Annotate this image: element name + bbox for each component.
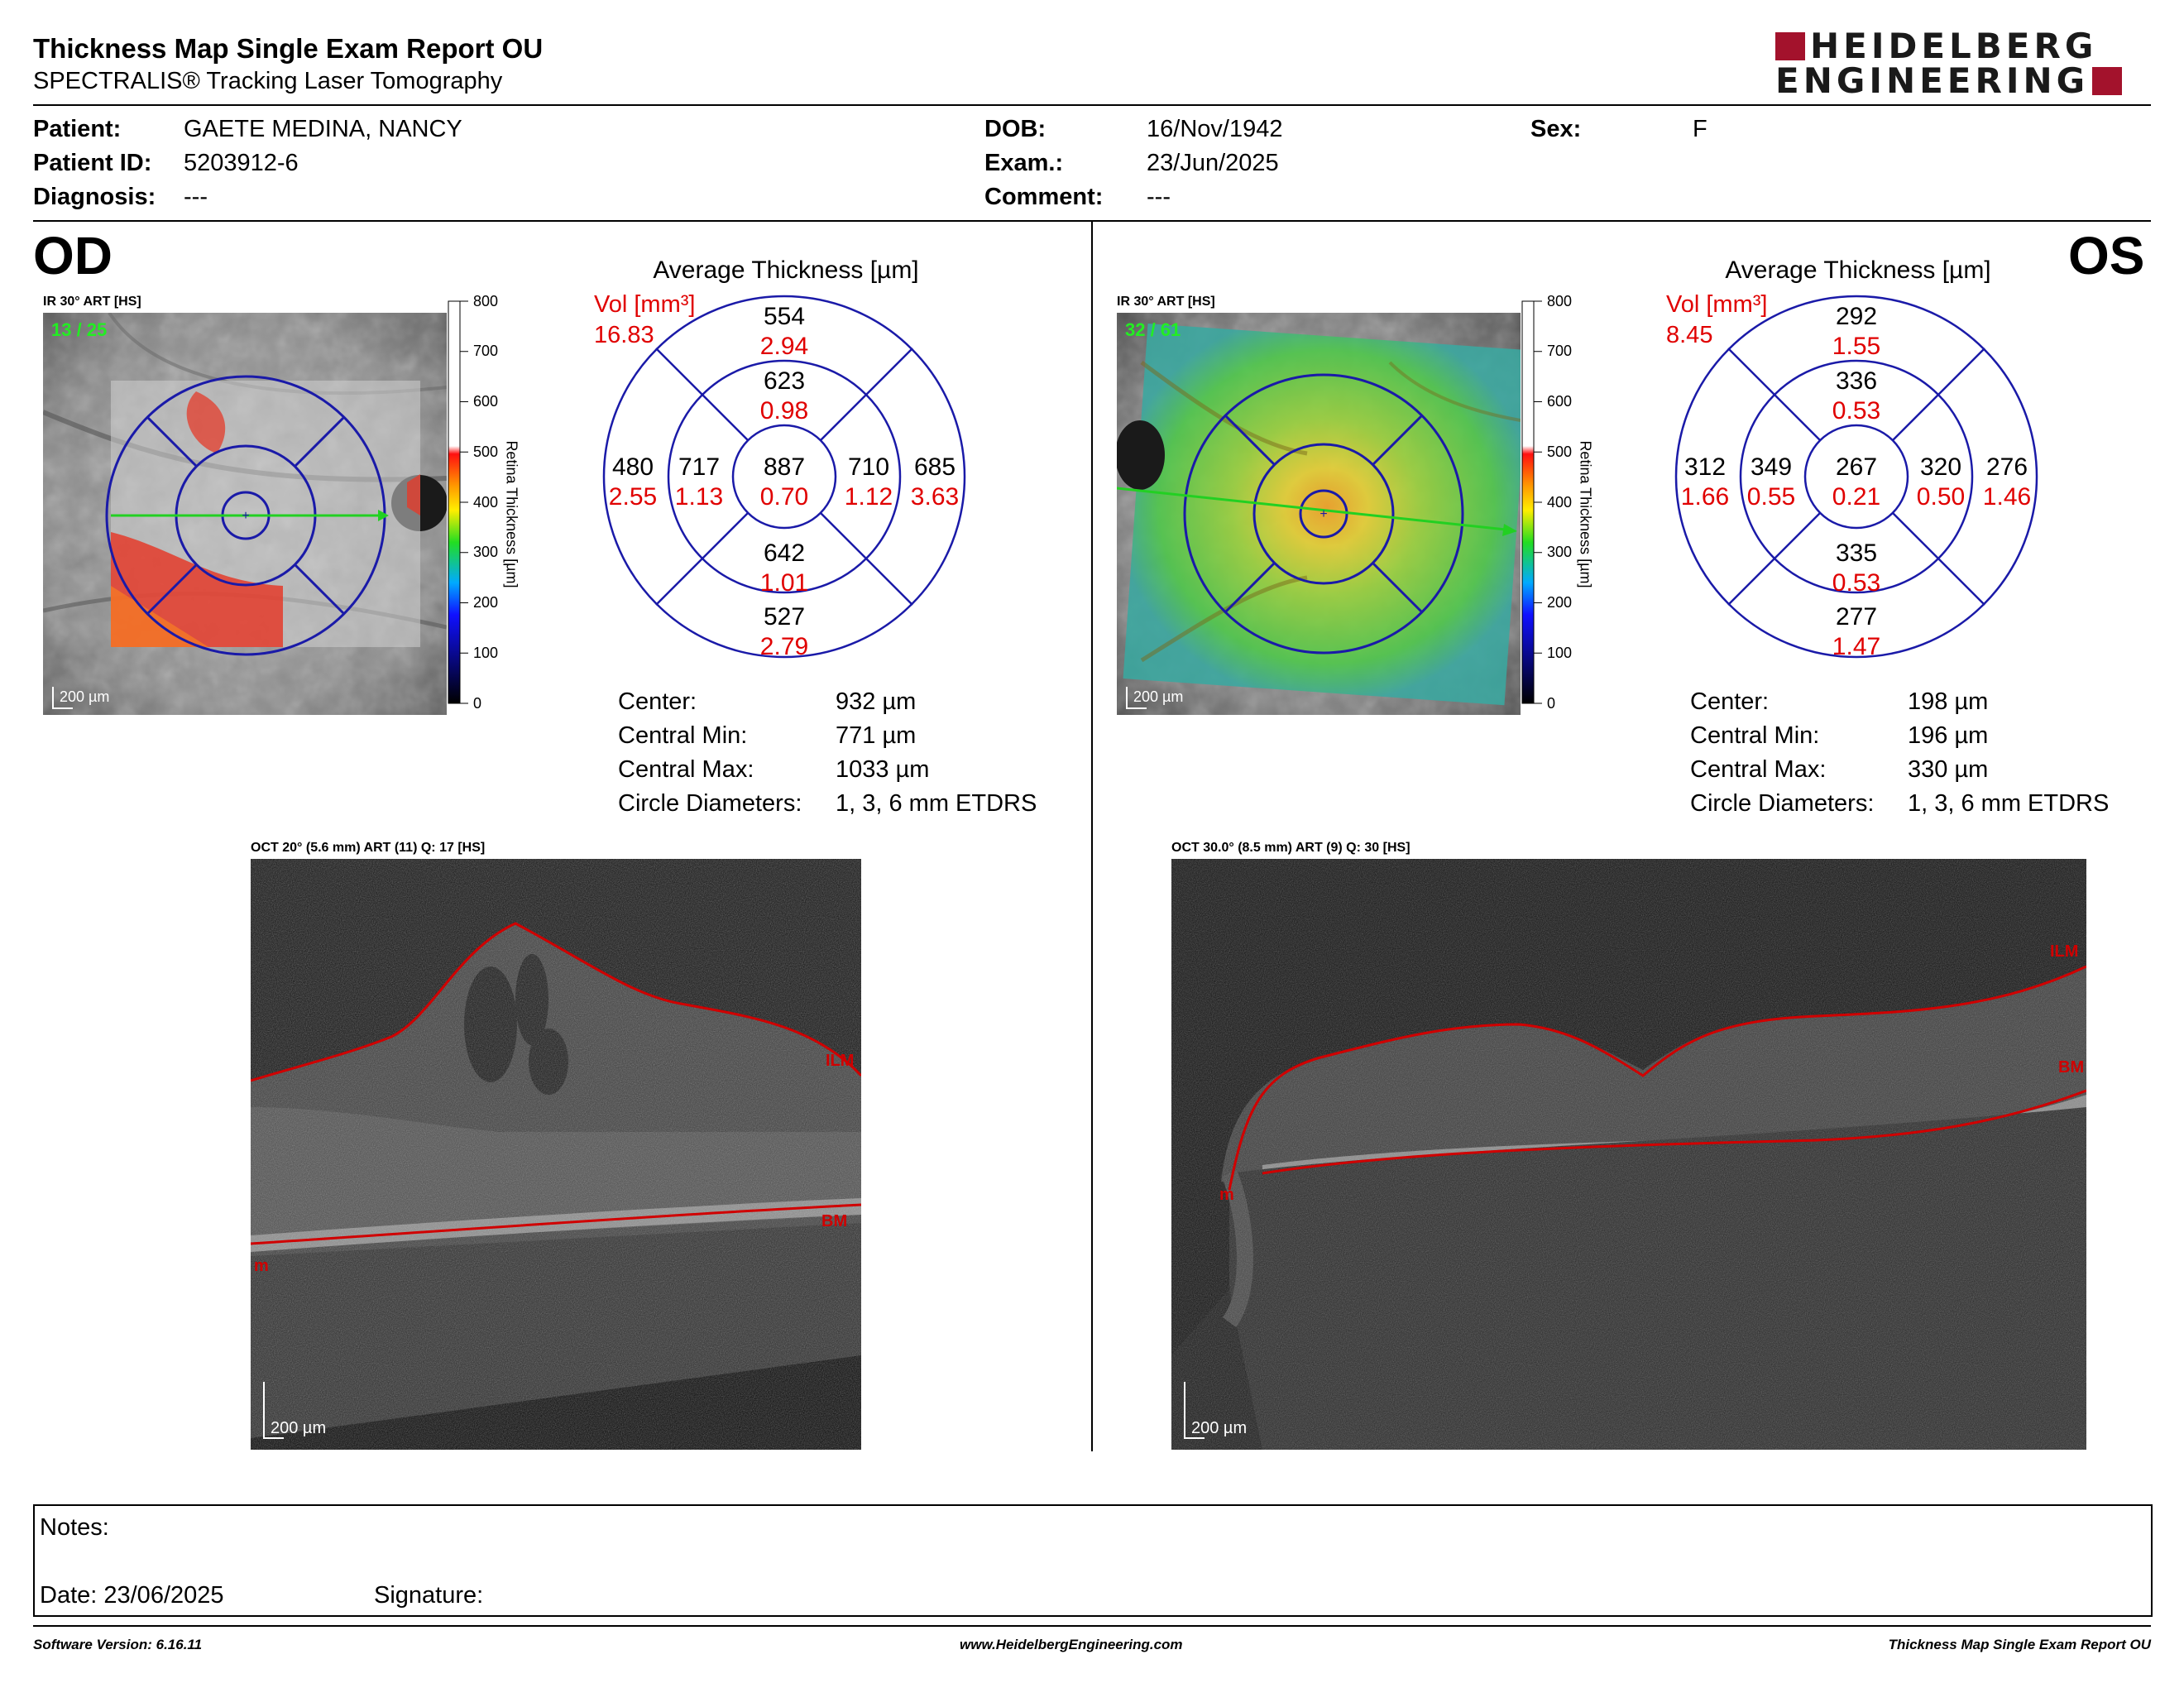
os-eye-label: OS xyxy=(2068,226,2145,285)
os-oct-bscan-image xyxy=(1171,859,2086,1450)
od-vol-label: Vol [mm³] xyxy=(594,291,696,318)
od-tick-400: 400 xyxy=(473,494,499,511)
od-sector-inner-inf: 642 1.01 xyxy=(759,539,809,597)
od-tick-200: 200 xyxy=(473,594,499,611)
od-ir-label: IR 30° ART [HS] xyxy=(43,295,141,309)
os-min-value: 196 µm xyxy=(1908,722,1989,749)
od-oct-label: OCT 20° (5.6 mm) ART (11) Q: 17 [HS] xyxy=(251,841,486,855)
od-tick-600: 600 xyxy=(473,393,499,410)
od-sector-inner-sup: 623 0.98 xyxy=(759,367,809,424)
os-ir-label: IR 30° ART [HS] xyxy=(1117,295,1215,309)
os-sector-inner-right: 320 0.50 xyxy=(1916,453,1966,511)
patient-name: GAETE MEDINA, NANCY xyxy=(184,116,462,142)
dob-value: 16/Nov/1942 xyxy=(1147,116,1283,142)
os-max-value: 330 µm xyxy=(1908,756,1989,783)
od-avg-title: Average Thickness [µm] xyxy=(653,257,919,284)
os-tick-700: 700 xyxy=(1547,343,1573,359)
os-circ-value: 1, 3, 6 mm ETDRS xyxy=(1908,790,2110,817)
sex-value: F xyxy=(1693,116,1707,142)
comment-value: --- xyxy=(1147,184,1171,210)
os-sector-inner-left: 349 0.55 xyxy=(1746,453,1796,511)
dob-label: DOB: xyxy=(984,116,1046,142)
os-tick-300: 300 xyxy=(1547,544,1573,560)
os-oct-label: OCT 30.0° (8.5 mm) ART (9) Q: 30 [HS] xyxy=(1171,841,1410,855)
od-oct-m: m xyxy=(254,1257,269,1275)
od-sector-inner-right: 710 1.12 xyxy=(844,453,893,511)
os-oct-ilm: ILM xyxy=(2050,942,2079,961)
os-min-label: Central Min: xyxy=(1690,722,1820,749)
os-tick-0: 0 xyxy=(1547,695,1556,712)
notes-date: Date: 23/06/2025 xyxy=(40,1582,224,1609)
od-sector-outer-inf: 527 2.79 xyxy=(759,603,809,660)
footer-website-link[interactable]: www.HeidelbergEngineering.com xyxy=(960,1637,1183,1652)
od-sector-inner-left: 717 1.13 xyxy=(674,453,724,511)
notes-box xyxy=(33,1504,2153,1617)
os-sector-outer-right: 276 1.46 xyxy=(1982,453,2032,511)
od-center-label: Center: xyxy=(618,688,697,715)
od-sector-outer-right: 685 3.63 xyxy=(910,453,960,511)
od-tick-800: 800 xyxy=(473,293,499,309)
od-colorbar-title: Retina Thickness [µm] xyxy=(503,440,520,588)
exam-value: 23/Jun/2025 xyxy=(1147,150,1279,176)
od-sector-center: 887 0.70 xyxy=(759,453,809,511)
od-tick-700: 700 xyxy=(473,343,499,359)
exam-label: Exam.: xyxy=(984,150,1064,176)
report-title: Thickness Map Single Exam Report OU xyxy=(33,33,544,64)
od-oct-bscan-image xyxy=(251,859,861,1450)
os-max-label: Central Max: xyxy=(1690,756,1827,783)
comment-label: Comment: xyxy=(984,184,1104,210)
od-oct-bm: BM xyxy=(821,1212,848,1230)
os-ir-scale: 200 µm xyxy=(1133,688,1184,705)
od-max-label: Central Max: xyxy=(618,756,754,783)
os-colorbar-title: Retina Thickness [µm] xyxy=(1577,440,1594,588)
os-oct-bm: BM xyxy=(2058,1058,2085,1077)
os-circ-label: Circle Diameters: xyxy=(1690,790,1875,817)
sex-label: Sex: xyxy=(1530,116,1582,142)
patient-id: 5203912-6 xyxy=(184,150,299,176)
os-tick-600: 600 xyxy=(1547,393,1573,410)
od-sector-outer-sup: 554 2.94 xyxy=(759,303,809,360)
od-min-value: 771 µm xyxy=(836,722,917,749)
svg-text:+: + xyxy=(242,509,250,523)
os-sector-inner-inf: 335 0.53 xyxy=(1832,539,1881,597)
od-tick-500: 500 xyxy=(473,444,499,460)
os-oct-m: m xyxy=(1219,1186,1234,1204)
od-tick-100: 100 xyxy=(473,645,499,661)
os-oct-scale: 200 µm xyxy=(1191,1419,1248,1437)
od-vol-total: 16.83 xyxy=(594,322,654,348)
od-circ-value: 1, 3, 6 mm ETDRS xyxy=(836,790,1037,817)
svg-text:+: + xyxy=(1320,507,1328,521)
os-sector-outer-inf: 277 1.47 xyxy=(1832,603,1881,660)
os-center-label: Center: xyxy=(1690,688,1770,715)
od-ir-counter: 13 / 25 xyxy=(51,319,108,340)
od-min-label: Central Min: xyxy=(618,722,748,749)
os-ir-counter: 32 / 61 xyxy=(1125,319,1181,340)
od-tick-300: 300 xyxy=(473,544,499,560)
od-oct-scale: 200 µm xyxy=(271,1419,327,1437)
os-tick-800: 800 xyxy=(1547,293,1573,309)
os-sector-center: 267 0.21 xyxy=(1832,453,1881,511)
os-tick-400: 400 xyxy=(1547,494,1573,511)
od-circ-label: Circle Diameters: xyxy=(618,790,802,817)
os-tick-100: 100 xyxy=(1547,645,1573,661)
notes-signature: Signature: xyxy=(374,1582,484,1609)
report-subtitle: SPECTRALIS® Tracking Laser Tomography xyxy=(33,68,503,94)
os-ir-fundus-image xyxy=(1117,313,1521,715)
od-center-value: 932 µm xyxy=(836,688,917,715)
company-logo: HEIDELBERG ENGINEERING xyxy=(1775,30,2122,98)
os-vol-total: 8.45 xyxy=(1666,322,1713,348)
notes-label: Notes: xyxy=(40,1514,109,1541)
od-sector-outer-left: 480 2.55 xyxy=(608,453,658,511)
os-avg-title: Average Thickness [µm] xyxy=(1725,257,1991,284)
footer-report-name: Thickness Map Single Exam Report OU xyxy=(1888,1637,2151,1652)
os-vol-label: Vol [mm³] xyxy=(1666,291,1768,318)
od-ir-scale: 200 µm xyxy=(60,688,110,705)
os-sector-outer-sup: 292 1.55 xyxy=(1832,303,1881,360)
od-ir-fundus-image xyxy=(43,313,447,715)
os-sector-inner-sup: 336 0.53 xyxy=(1832,367,1881,424)
os-tick-200: 200 xyxy=(1547,594,1573,611)
diagnosis-value: --- xyxy=(184,184,208,210)
footer-software-version: Software Version: 6.16.11 xyxy=(33,1637,203,1652)
os-sector-outer-left: 312 1.66 xyxy=(1680,453,1730,511)
diagnosis-label: Diagnosis: xyxy=(33,184,156,210)
od-oct-ilm: ILM xyxy=(826,1052,855,1070)
os-tick-500: 500 xyxy=(1547,444,1573,460)
od-tick-0: 0 xyxy=(473,695,482,712)
od-max-value: 1033 µm xyxy=(836,756,930,783)
os-center-value: 198 µm xyxy=(1908,688,1989,715)
patient-label: Patient: xyxy=(33,116,122,142)
od-eye-label: OD xyxy=(33,226,113,285)
patient-id-label: Patient ID: xyxy=(33,150,152,176)
